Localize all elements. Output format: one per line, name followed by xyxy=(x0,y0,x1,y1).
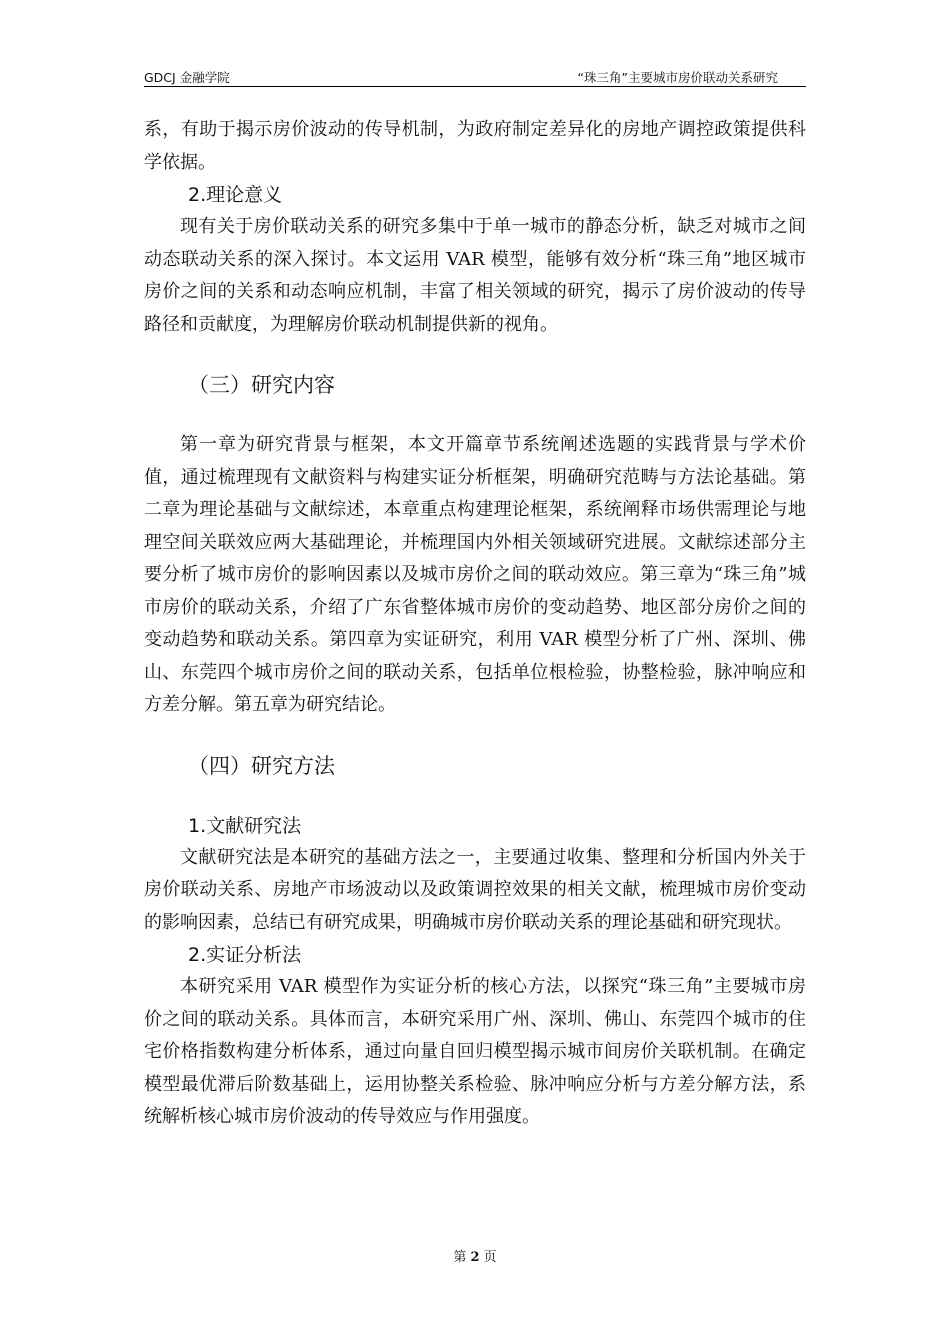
footer-prefix: 第 xyxy=(453,1250,467,1265)
header-left: GDCJ 金融学院 xyxy=(144,70,230,85)
footer-suffix: 页 xyxy=(483,1250,497,1265)
paragraph-continued: 系，有助于揭示房价波动的传导机制，为政府制定差异化的房地产调控政策提供科学依据。 xyxy=(144,119,806,173)
heading-research-method: （四）研究方法 xyxy=(188,753,335,778)
header-right: “珠三角”主要城市房价联动关系研究 xyxy=(577,70,778,85)
paragraph-empirical-method: 本研究采用 VAR 模型作为实证分析的核心方法，以探究“珠三角”主要城市房价之间的联动关系。具体而言，本研究采用广州、深圳、佛山、东莞四个城市的住宅价格指数构建分析体系，通过向量自回归模型揭示城市间房价关联机制。在确定模型最优滞后阶数基础上，运用协整关系检验、脉冲响应分析与方差分解方法，系统解析核心城市房价波动的传导效应与作用强度。 xyxy=(144,976,806,1127)
page-content xyxy=(144,114,806,1134)
paragraph-theory: 现有关于房价联动关系的研究多集中于单一城市的静态分析，缺乏对城市之间动态联动关系的深入探讨。本文运用 VAR 模型，能够有效分析“珠三角”地区城市房价之间的关系和动态响应机制，丰富了相关领域的研究，揭示了房价波动的传导路径和贡献度，为理解房价联动机制提供新的视角。 xyxy=(144,216,806,335)
heading-research-content: （三）研究内容 xyxy=(188,373,335,397)
heading-theory: 2.理论意义 xyxy=(188,184,283,206)
heading-literature-method: 1.文献研究法 xyxy=(188,814,302,837)
page-footer xyxy=(0,1246,950,1265)
paragraph-research-content: 第一章为研究背景与框架，本文开篇章节系统阐述选题的实践背景与学术价值，通过梳理现有文献资料与构建实证分析框架，明确研究范畴与方法论基础。第二章为理论基础与文献综述，本章重点构建理论框架，系统阐释市场供需理论与地理空间关联效应两大基础理论，并梳理国内外相关领域研究进展。文献综述部分主要分析了城市房价的影响因素以及城市房价之间的联动效应。第三章为“珠三角”城市房价的联动关系，介绍了广东省整体城市房价的变动趋势、地区部分房价之间的变动趋势和联动关系。第四章为实证研究，利用 VAR 模型分析了广州、深圳、佛山、东莞四个城市房价之间的联动关系，包括单位根检验，协整检验，脉冲响应和方差分解。第五章为研究结论。 xyxy=(144,434,806,715)
page-header xyxy=(144,66,806,87)
heading-empirical-method: 2.实证分析法 xyxy=(188,944,302,966)
page-number: 2 xyxy=(470,1250,480,1265)
paragraph-literature-method: 文献研究法是本研究的基础方法之一，主要通过收集、整理和分析国内外关于房价联动关系、房地产市场波动以及政策调控效果的相关文献，梳理城市房价变动的影响因素，总结已有研究成果，明确城市房价联动关系的理论基础和研究现状。 xyxy=(144,846,806,933)
